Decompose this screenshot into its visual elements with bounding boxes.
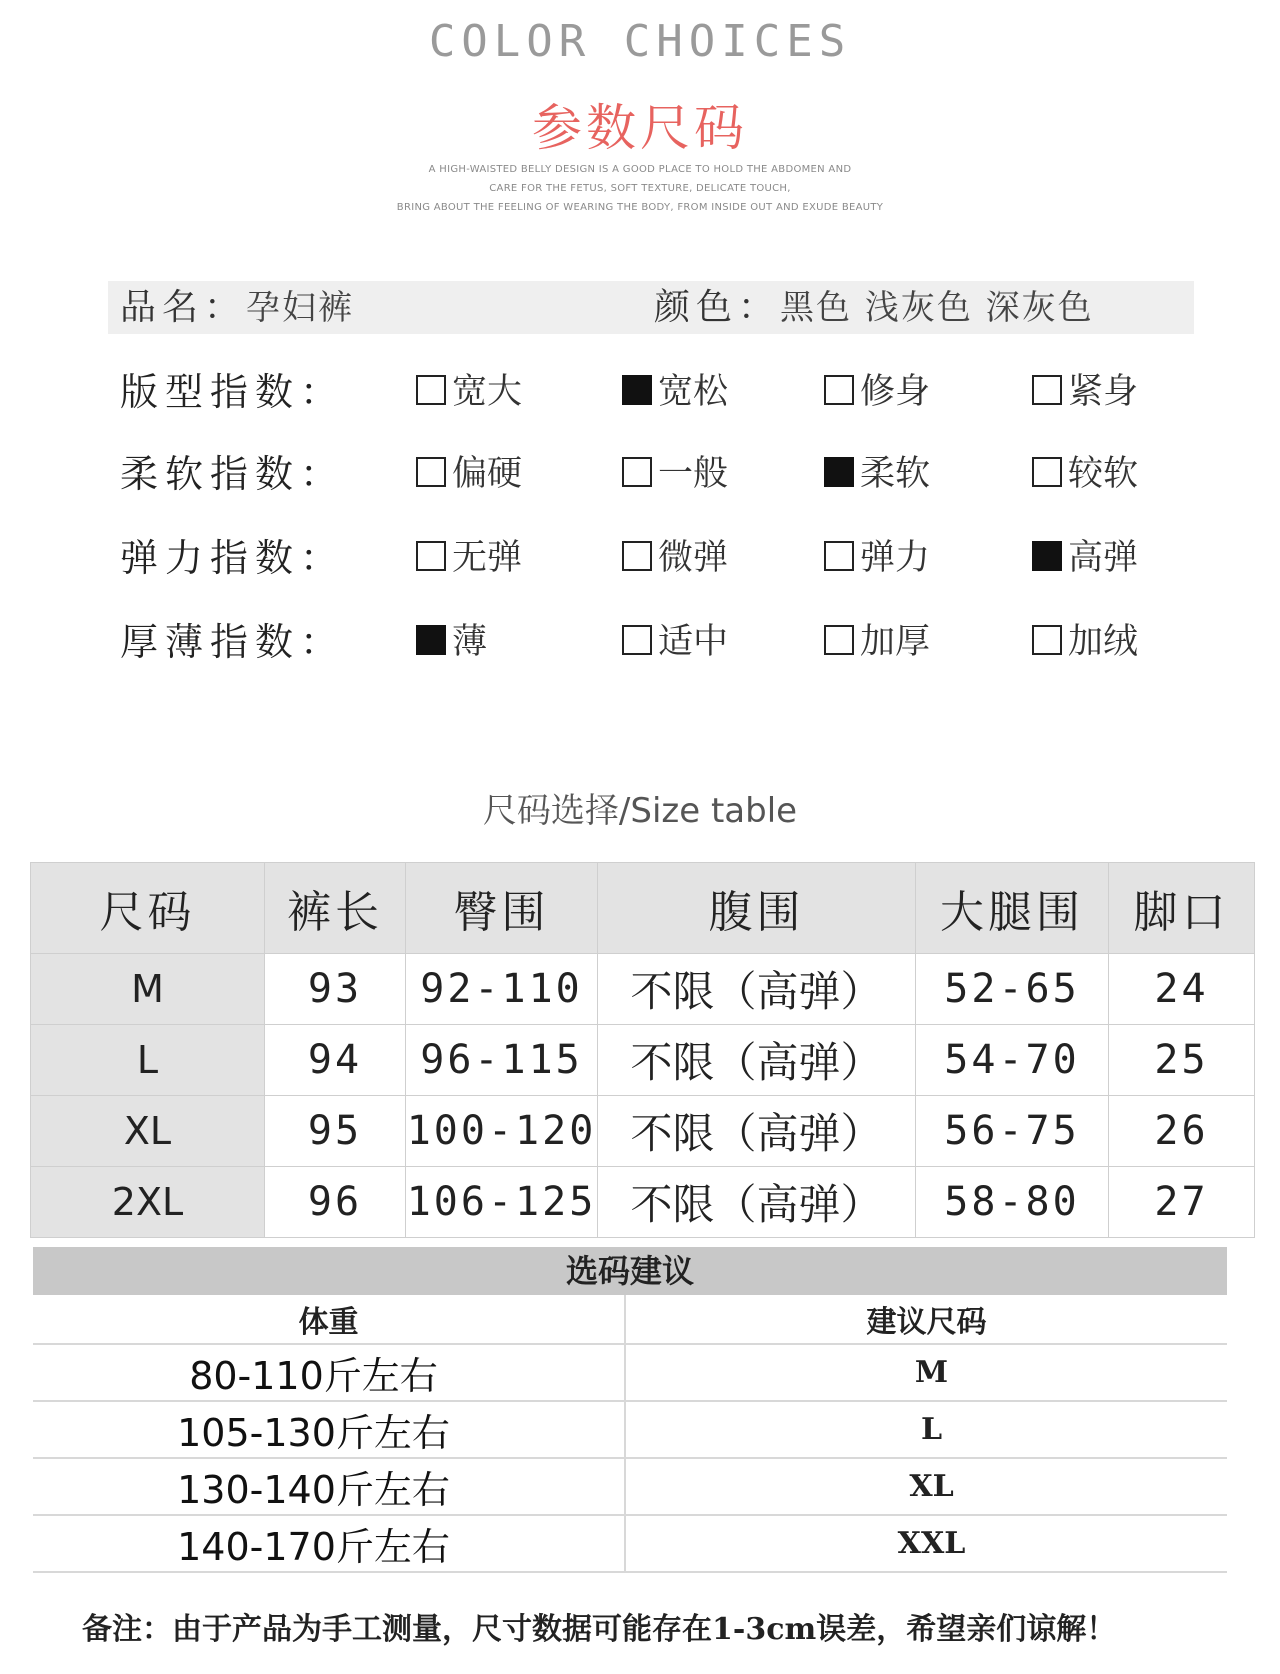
table-row [31,1025,1255,1096]
tagline [0,160,1280,217]
index-row [120,530,1200,586]
cell-waist: 不限（高弹） [598,954,916,1025]
index-option-label: 较软 [1068,454,1139,494]
cell-hip: 96-115 [406,1025,598,1096]
header-suggested-size: 建议尺码 [625,1295,1227,1344]
index-label: 柔软指数： [120,452,346,496]
product-color [654,281,1094,335]
table-row [31,954,1255,1025]
title-en: COLOR CHOICES [428,16,852,67]
cell-hem: 27 [1109,1167,1255,1238]
index-option[interactable] [1032,446,1138,502]
product-color-value: 黑色 浅灰色 深灰色 [780,288,1094,328]
index-option-label: 加厚 [860,622,931,662]
index-option[interactable] [824,530,930,586]
table-row [33,1458,1227,1515]
tagline-line: BRING ABOUT THE FEELING OF WEARING THE BODY, FROM INSIDE OUT AND EXUDE BEAUTY [396,202,884,213]
unchecked-checkbox[interactable] [824,375,854,405]
index-option[interactable] [416,364,522,420]
index-option-label: 微弹 [658,538,729,578]
cell-size: 2XL [31,1167,265,1238]
product-info-bar [108,281,1194,334]
cell-suggested-size: L [625,1401,1227,1458]
index-option[interactable] [824,446,930,502]
footnote: 备注：由于产品为手工测量，尺寸数据可能存在1-3cm误差，希望亲们谅解！ [82,1612,1117,1647]
product-name [120,281,354,335]
unchecked-checkbox[interactable] [824,541,854,571]
index-option-label: 紧身 [1068,372,1139,412]
header-size: 尺码 [31,863,265,954]
index-option[interactable] [622,614,728,670]
cell-waist: 不限（高弹） [598,1096,916,1167]
size-table-header-row [31,863,1255,954]
index-option-label: 宽松 [658,372,729,412]
index-option[interactable] [622,446,728,502]
index-row [120,614,1200,670]
unchecked-checkbox[interactable] [622,541,652,571]
checked-checkbox[interactable] [416,625,446,655]
header-weight: 体重 [33,1295,625,1344]
index-option[interactable] [824,614,930,670]
table-row [33,1344,1227,1401]
cell-thigh: 58-80 [916,1167,1109,1238]
index-label: 版型指数： [120,370,346,414]
cell-hem: 25 [1109,1025,1255,1096]
cell-thigh: 56-75 [916,1096,1109,1167]
index-option-label: 柔软 [860,454,931,494]
header-length: 裤长 [265,863,406,954]
cell-suggested-size: XXL [625,1515,1227,1572]
index-option-label: 宽大 [452,372,523,412]
checked-checkbox[interactable] [622,375,652,405]
index-option[interactable] [1032,530,1138,586]
index-row [120,446,1200,502]
index-option[interactable] [416,446,522,502]
title-cn: 参数尺码 [532,99,748,157]
cell-hip: 106-125 [406,1167,598,1238]
cell-length: 94 [265,1025,406,1096]
index-option[interactable] [622,364,728,420]
index-option-label: 无弹 [452,538,523,578]
size-table [30,862,1255,1238]
table-row [31,1096,1255,1167]
tagline-line: A HIGH-WAISTED BELLY DESIGN IS A GOOD PLACE TO HOLD THE ABDOMEN AND [428,164,852,175]
unchecked-checkbox[interactable] [1032,457,1062,487]
table-row [33,1401,1227,1458]
index-option-label: 修身 [860,372,931,412]
cell-suggested-size: XL [625,1458,1227,1515]
cell-weight: 105-130斤左右 [33,1401,625,1458]
index-option[interactable] [622,530,728,586]
index-option[interactable] [1032,364,1138,420]
index-option-label: 高弹 [1068,538,1139,578]
checked-checkbox[interactable] [824,457,854,487]
size-table-title: 尺码选择/Size table [482,791,798,831]
size-suggestion [33,1247,1227,1573]
index-option-label: 薄 [452,622,488,662]
product-name-value: 孕妇裤 [246,288,355,328]
index-option-label: 偏硬 [452,454,523,494]
unchecked-checkbox[interactable] [622,625,652,655]
index-label: 弹力指数： [120,536,346,580]
table-row [33,1515,1227,1572]
index-option[interactable] [1032,614,1138,670]
suggestion-table [33,1295,1227,1573]
header-thigh: 大腿围 [916,863,1109,954]
index-option[interactable] [416,530,522,586]
header-hem: 脚口 [1109,863,1255,954]
suggestion-header-row [33,1295,1227,1344]
index-option[interactable] [824,364,930,420]
index-option-label: 一般 [658,454,729,494]
cell-weight: 140-170斤左右 [33,1515,625,1572]
cell-length: 96 [265,1167,406,1238]
unchecked-checkbox[interactable] [622,457,652,487]
index-label: 厚薄指数： [120,620,346,664]
unchecked-checkbox[interactable] [1032,375,1062,405]
checked-checkbox[interactable] [1032,541,1062,571]
cell-thigh: 54-70 [916,1025,1109,1096]
header-waist: 腹围 [598,863,916,954]
cell-hem: 26 [1109,1096,1255,1167]
index-option-label: 加绒 [1068,622,1139,662]
product-color-label: 颜色： [654,287,781,328]
cell-weight: 130-140斤左右 [33,1458,625,1515]
cell-hem: 24 [1109,954,1255,1025]
cell-length: 95 [265,1096,406,1167]
cell-weight: 80-110斤左右 [33,1344,625,1401]
cell-size: XL [31,1096,265,1167]
cell-length: 93 [265,954,406,1025]
cell-waist: 不限（高弹） [598,1025,916,1096]
cell-hip: 92-110 [406,954,598,1025]
suggestion-title: 选码建议 [33,1247,1227,1295]
tagline-line: CARE FOR THE FETUS, SOFT TEXTURE, DELICATE TOUCH, [489,183,791,194]
cell-size: L [31,1025,265,1096]
unchecked-checkbox[interactable] [416,375,446,405]
cell-suggested-size: M [625,1344,1227,1401]
header-hip: 臀围 [406,863,598,954]
index-option[interactable] [416,614,487,670]
product-name-label: 品名： [120,287,247,328]
cell-hip: 100-120 [406,1096,598,1167]
index-row [120,364,1200,420]
cell-size: M [31,954,265,1025]
table-row [31,1167,1255,1238]
cell-waist: 不限（高弹） [598,1167,916,1238]
index-option-label: 适中 [658,622,729,662]
cell-thigh: 52-65 [916,954,1109,1025]
unchecked-checkbox[interactable] [824,625,854,655]
unchecked-checkbox[interactable] [1032,625,1062,655]
unchecked-checkbox[interactable] [416,457,446,487]
unchecked-checkbox[interactable] [416,541,446,571]
index-option-label: 弹力 [860,538,931,578]
